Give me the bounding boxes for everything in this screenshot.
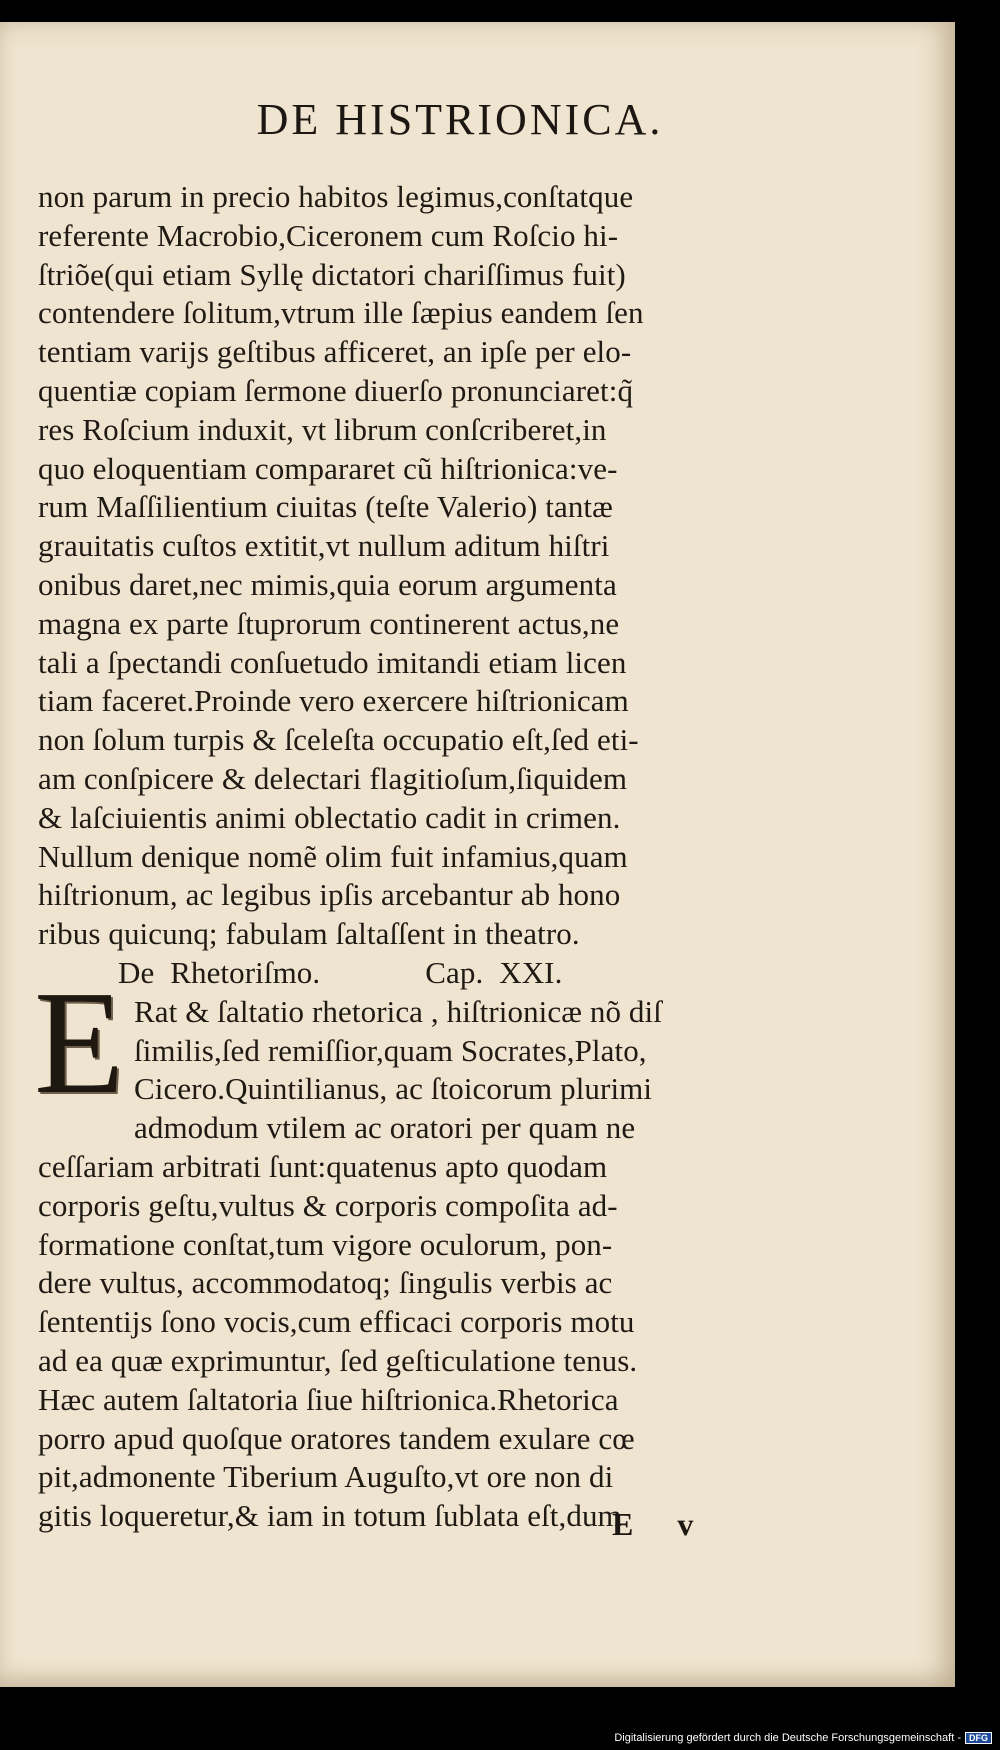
text-line: referente Macrobio,Ciceronem cum Roſcio hi- [38, 217, 619, 253]
chapter-number: Cap. XXI. [425, 954, 563, 990]
text-line: dere vultus, accommodatoq; ſingulis verbis ac [38, 1265, 613, 1301]
text-line: admodum vtilem ac oratori per quam ne [134, 1110, 636, 1146]
text-line: tali a ſpectandi conſuetudo imitandi etiam licen [38, 644, 627, 680]
chapter-title: De Rhetoriſmo. [118, 954, 321, 990]
text-line: contendere ſolitum,vtrum ille ſæpius eandem ſen [38, 295, 644, 331]
text-line: Nullum denique nomẽ olim fuit infamius,quam [38, 838, 628, 874]
text-line: ceſſariam arbitrati ſunt:quatenus apto quodam [38, 1148, 608, 1184]
text-line: rum Maſſilientium ciuitas (teſte Valerio) tantæ [38, 489, 613, 525]
text-line: non ſolum turpis & ſceleſta occupatio eſt,ſed eti- [38, 722, 639, 758]
book-page [0, 22, 955, 1687]
dfg-logo: DFG [965, 1732, 992, 1744]
text-line: ſententijs ſono vocis,cum efficaci corporis motu [38, 1304, 635, 1340]
text-line: magna ex parte ſtuprorum continerent actus,ne [38, 605, 620, 641]
text-line: am conſpicere & delectari flagitioſum,ſiquidem [38, 760, 628, 796]
text-line: quentiæ copiam ſermone diuerſo pronunciaret:q̃ [38, 372, 634, 408]
text-line: non parum in precio habitos legimus,conſtatque [38, 179, 634, 214]
text-line: Hæc autem ſaltatoria ſiue hiſtrionica.Rhetorica [38, 1381, 619, 1417]
text-block [38, 178, 808, 1536]
text-line: ribus quicunq; fabulam ſaltaſſent in theatro. [38, 916, 580, 952]
text-line: ſtriõe(qui etiam Syllę dictatori chariſſimus fuit) [38, 256, 626, 292]
text-line: tentiam varijs geſtibus afficeret, an ipſe per elo- [38, 334, 632, 370]
text-line: res Roſcium induxit, vt librum conſcriberet,in [38, 411, 607, 447]
text-line: & laſciuientis animi oblectatio cadit in crimen. [38, 799, 621, 835]
credit-text: Digitalisierung gefördert durch die Deutsche Forschungsgemeinschaft - [614, 1732, 961, 1744]
text-line: Cicero.Quintilianus, ac ſtoicorum plurimi [134, 1071, 653, 1107]
running-head: DE HISTRIONICA. [256, 95, 664, 144]
text-line: Rat & ſaltatio rhetorica , hiſtrionicæ nõ diſ [134, 993, 662, 1029]
text-line: pit,admonente Tiberium Auguſto,vt ore non di [38, 1459, 614, 1495]
text-line: porro apud quoſque oratores tandem exulare cœ [38, 1420, 635, 1456]
text-line: grauitatis cuſtos extitit,vt nullum aditum hiſtri [38, 528, 610, 564]
text-line: ad ea quæ exprimuntur, ſed geſticulatione tenus. [38, 1342, 638, 1378]
text-line: ſimilis,ſed remiſſior,quam Socrates,Plato, [134, 1032, 647, 1068]
text-line: gitis loqueretur,& iam in totum ſublata eſt,dum [38, 1498, 622, 1534]
drop-cap-initial: E [34, 961, 125, 1125]
text-line: quo eloquentiam compararet cũ hiſtrionica:ve- [38, 450, 618, 486]
chapter-heading [38, 954, 808, 993]
text-line: tiam faceret.Proinde vero exercere hiſtrionicam [38, 683, 629, 719]
text-line: onibus daret,nec mimis,quia eorum argumenta [38, 566, 617, 602]
text-line: hiſtrionum, ac legibus ipſis arcebantur ab hono [38, 877, 621, 913]
signature-mark: E v [612, 1506, 712, 1542]
digitization-credit [614, 1732, 992, 1744]
text-line: corporis geſtu,vultus & corporis compoſita ad- [38, 1187, 618, 1223]
text-line: formatione conſtat,tum vigore oculorum, pon- [38, 1226, 613, 1262]
